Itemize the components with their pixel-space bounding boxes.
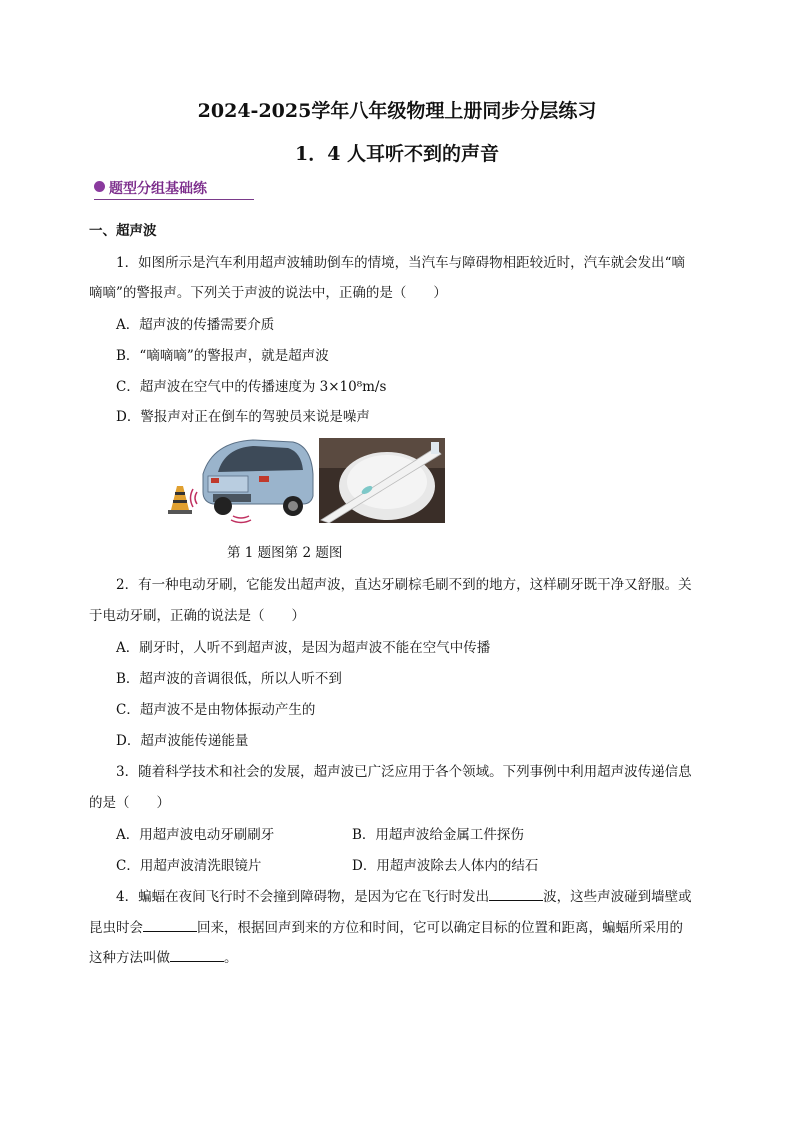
q2-stem-line2: 于电动牙刷，正确的说法是（ ） bbox=[89, 608, 305, 624]
bullet-icon bbox=[94, 181, 105, 192]
answer-blank[interactable] bbox=[143, 919, 197, 932]
page-subtitle: 1．4 人耳听不到的声音 bbox=[294, 143, 500, 165]
q1-option-c: C．超声波在空气中的传播速度为 3×10⁸m/s bbox=[116, 379, 387, 395]
figure-caption: 第 1 题图第 2 题图 bbox=[227, 545, 343, 561]
q1-stem-line1: 1．如图所示是汽车利用超声波辅助倒车的情境，当汽车与障碍物相距较近时，汽车就会发出“嘀 bbox=[116, 255, 685, 271]
q2-option-b: B．超声波的音调很低，所以人听不到 bbox=[116, 671, 342, 687]
q3-option-a: A．用超声波电动牙刷刷牙 bbox=[116, 827, 275, 843]
q2-option-a: A．刷牙时，人听不到超声波，是因为超声波不能在空气中传播 bbox=[116, 640, 491, 656]
electric-toothbrush-image bbox=[319, 438, 445, 523]
q4-text: 回来，根据回声到来的方位和时间，它可以确定目标的位置和距离，蝙蝠所采用的 bbox=[197, 920, 683, 936]
q3-stem-line2: 的是（ ） bbox=[89, 795, 170, 811]
q1-stem-line2: 嘀嘀”的警报声。下列关于声波的说法中，正确的是（ ） bbox=[89, 285, 447, 301]
q4-text: 4．蝙蝠在夜间飞行时不会撞到障碍物，是因为它在飞行时发出 bbox=[116, 889, 490, 905]
q1-option-b: B．“嘀嘀嘀”的警报声，就是超声波 bbox=[116, 348, 329, 364]
q4-text: 昆虫时会 bbox=[89, 920, 143, 936]
car-reversing-image bbox=[163, 434, 317, 526]
q3-stem-line1: 3．随着科学技术和社会的发展，超声波已广泛应用于各个领域。下列事例中利用超声波传递信息 bbox=[116, 764, 692, 780]
section-header bbox=[94, 179, 254, 200]
q4-text: 。 bbox=[224, 950, 238, 966]
q4-line3 bbox=[89, 946, 238, 966]
q4-text: 波，这些声波碰到墙壁或 bbox=[543, 889, 692, 905]
q3-option-d: D．用超声波除去人体内的结石 bbox=[352, 858, 539, 874]
q4-line1 bbox=[116, 885, 692, 905]
q1-option-d: D．警报声对正在倒车的驾驶员来说是噪声 bbox=[116, 409, 370, 425]
q2-stem-line1: 2．有一种电动牙刷，它能发出超声波，直达牙刷棕毛刷不到的地方，这样刷牙既干净又舒服。关 bbox=[116, 577, 692, 593]
answer-blank[interactable] bbox=[170, 949, 224, 962]
q4-line2 bbox=[89, 916, 683, 936]
part-heading: 一、超声波 bbox=[89, 223, 157, 239]
q2-option-d: D．超声波能传递能量 bbox=[116, 733, 249, 749]
q3-option-c: C．用超声波清洗眼镜片 bbox=[116, 858, 262, 874]
q3-option-b: B．用超声波给金属工件探伤 bbox=[352, 827, 524, 843]
q2-option-c: C．超声波不是由物体振动产生的 bbox=[116, 702, 316, 718]
section-label: 题型分组基础练 bbox=[109, 181, 207, 197]
page-title: 2024-2025学年八年级物理上册同步分层练习 bbox=[197, 100, 597, 122]
q4-text: 这种方法叫做 bbox=[89, 950, 170, 966]
answer-blank[interactable] bbox=[489, 888, 543, 901]
q1-option-a: A．超声波的传播需要介质 bbox=[116, 317, 275, 333]
